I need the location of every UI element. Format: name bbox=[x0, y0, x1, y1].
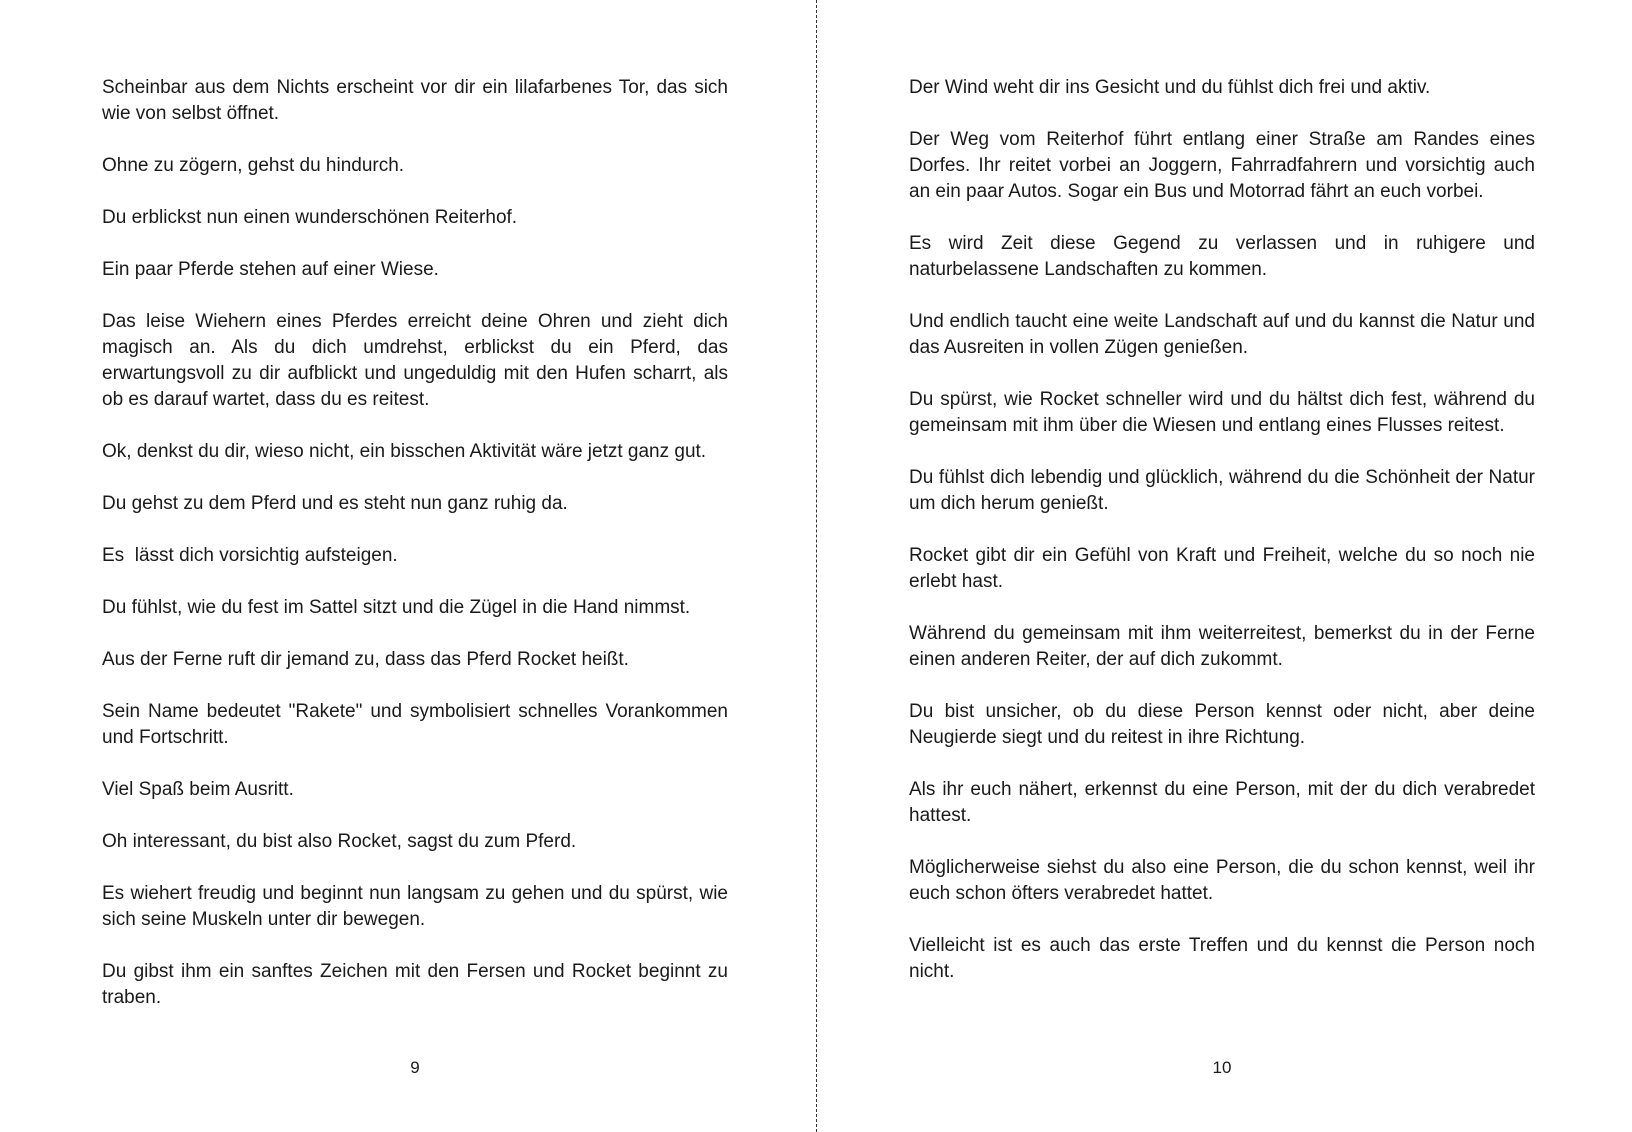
paragraph: Ohne zu zögern, gehst du hindurch. bbox=[102, 155, 405, 176]
paragraph: Ein paar Pferde stehen auf einer Wiese. bbox=[102, 259, 439, 280]
paragraph: Sein Name bedeutet "Rakete" und symbolisiert schnelles Vorankommen und Fortschritt. bbox=[102, 701, 734, 748]
paragraph: Als ihr euch nähert, erkennst du eine Person, mit der du dich verabredet hattest. bbox=[909, 779, 1541, 826]
paragraph: Und endlich taucht eine weite Landschaft auf und du kannst die Natur und das Ausreiten in vollen Zügen genießen. bbox=[909, 311, 1541, 358]
paragraph: Aus der Ferne ruft dir jemand zu, dass das Pferd Rocket heißt. bbox=[102, 649, 629, 670]
paragraph: Du gehst zu dem Pferd und es steht nun ganz ruhig da. bbox=[102, 493, 568, 514]
paragraph: Oh interessant, du bist also Rocket, sagst du zum Pferd. bbox=[102, 831, 577, 852]
right-page-text bbox=[909, 75, 1541, 1011]
paragraph: Du bist unsicher, ob du diese Person kennst oder nicht, aber deine Neugierde siegt und du reitest in ihre Richtung. bbox=[909, 701, 1541, 748]
paragraph: Du gibst ihm ein sanftes Zeichen mit den Fersen und Rocket beginnt zu traben. bbox=[102, 961, 734, 1008]
page-number-left: 9 bbox=[410, 1058, 420, 1077]
paragraph: Du erblickst nun einen wunderschönen Reiterhof. bbox=[102, 207, 518, 228]
paragraph: Rocket gibt dir ein Gefühl von Kraft und Freiheit, welche du so noch nie erlebt hast. bbox=[909, 545, 1541, 592]
paragraph: Während du gemeinsam mit ihm weiterreitest, bemerkst du in der Ferne einen anderen Reiter, der auf dich zukommt. bbox=[909, 623, 1541, 670]
paragraph: Es lässt dich vorsichtig aufsteigen. bbox=[102, 545, 398, 566]
paragraph: Vielleicht ist es auch das erste Treffen und du kennst die Person noch nicht. bbox=[909, 935, 1541, 982]
paragraph: Du fühlst dich lebendig und glücklich, während du die Schönheit der Natur um dich herum genießt. bbox=[909, 467, 1541, 514]
paragraph: Du fühlst, wie du fest im Sattel sitzt und die Zügel in die Hand nimmst. bbox=[102, 597, 691, 618]
paragraph: Ok, denkst du dir, wieso nicht, ein bisschen Aktivität wäre jetzt ganz gut. bbox=[102, 441, 707, 462]
left-page-text bbox=[102, 75, 734, 1037]
page-number-right: 10 bbox=[1212, 1058, 1232, 1077]
paragraph: Das leise Wiehern eines Pferdes erreicht deine Ohren und zieht dich magisch an. Als du dich umdrehst, erblickst du ein Pferd, das erwartungsvoll zu dir aufblickt und ungeduldig mit den Hufen scharrt, als ob es darauf wartet, dass du es reitest. bbox=[102, 311, 734, 410]
paragraph: Es wiehert freudig und beginnt nun langsam zu gehen und du spürst, wie sich seine Muskeln unter dir bewegen. bbox=[102, 883, 734, 930]
paragraph: Du spürst, wie Rocket schneller wird und du hältst dich fest, während du gemeinsam mit ihm über die Wiesen und entlang eines Flusses reitest. bbox=[909, 389, 1541, 436]
paragraph: Viel Spaß beim Ausritt. bbox=[102, 779, 294, 800]
paragraph: Der Wind weht dir ins Gesicht und du fühlst dich frei und aktiv. bbox=[909, 77, 1431, 98]
paragraph: Der Weg vom Reiterhof führt entlang einer Straße am Randes eines Dorfes. Ihr reitet vorbei an Joggern, Fahrradfahrern und vorsichtig auch an ein paar Autos. Sogar ein Bus und Motorrad fährt an euch vorbei. bbox=[909, 129, 1541, 202]
paragraph: Es wird Zeit diese Gegend zu verlassen und in ruhigere und naturbelassene Landschaften zu kommen. bbox=[909, 233, 1541, 280]
paragraph: Möglicherweise siehst du also eine Person, die du schon kennst, weil ihr euch schon öfters verabredet hattet. bbox=[909, 857, 1541, 904]
paragraph: Scheinbar aus dem Nichts erscheint vor dir ein lilafarbenes Tor, das sich wie von selbst öffnet. bbox=[102, 77, 734, 124]
right-page bbox=[816, 0, 1632, 1132]
